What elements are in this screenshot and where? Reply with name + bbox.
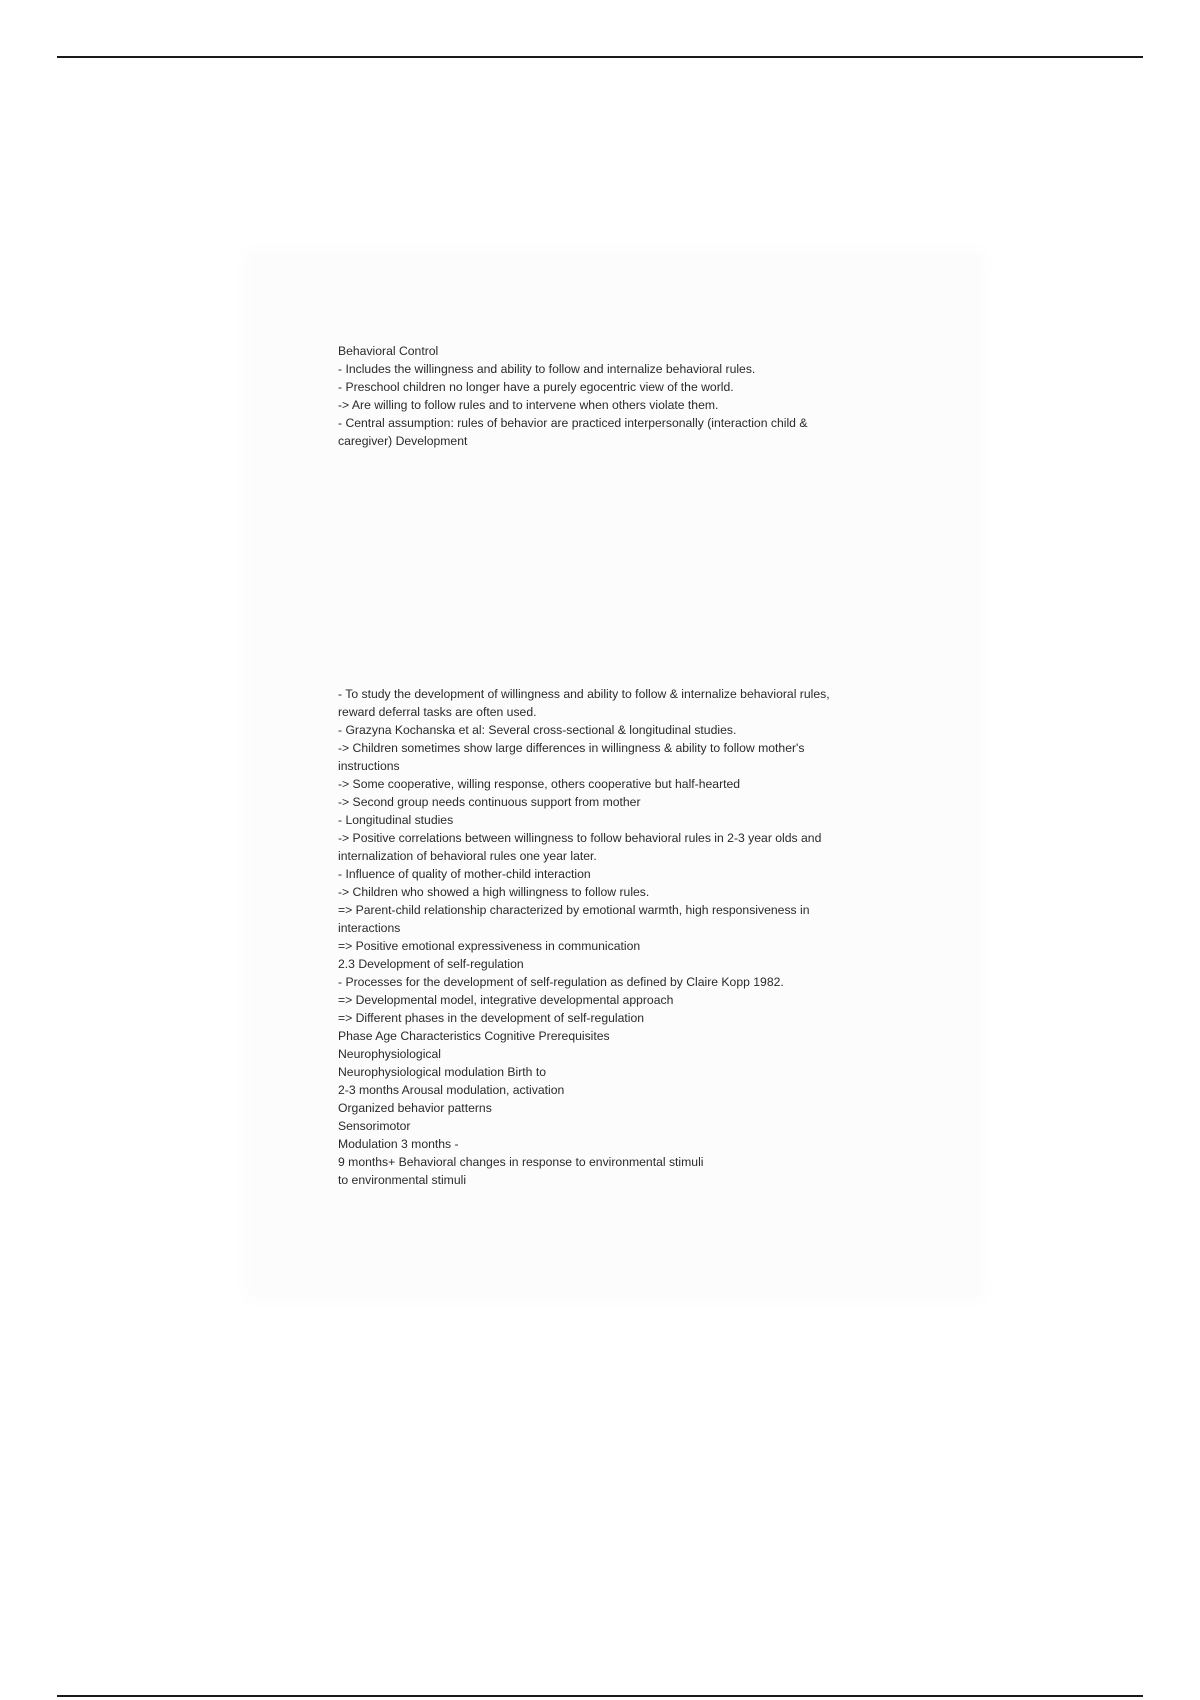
text-line: - Influence of quality of mother-child interaction — [338, 867, 591, 881]
text-line: Modulation 3 months - — [338, 1137, 459, 1151]
text-line: - Grazyna Kochanska et al: Several cross-sectional & longitudinal studies. — [338, 723, 737, 737]
text-line: -> Some cooperative, willing response, others cooperative but half-hearted — [338, 777, 741, 791]
text-block-development — [338, 685, 918, 1189]
subsection-heading: 2.3 Development of self-regulation — [338, 957, 524, 971]
text-line: internalization of behavioral rules one year later. — [338, 849, 597, 863]
text-line: => Developmental model, integrative developmental approach — [338, 993, 674, 1007]
text-line: Neurophysiological modulation Birth to — [338, 1065, 546, 1079]
text-line: 9 months+ Behavioral changes in response to environmental stimuli — [338, 1155, 704, 1169]
text-line: - Longitudinal studies — [338, 813, 454, 827]
text-line: => Different phases in the development of self-regulation — [338, 1011, 645, 1025]
text-line: -> Second group needs continuous support from mother — [338, 795, 641, 809]
footer-rule — [57, 1695, 1143, 1697]
text-block-behavioral-control — [338, 342, 918, 450]
text-line: -> Children sometimes show large differences in willingness & ability to follow mother's — [338, 741, 805, 755]
text-line: instructions — [338, 759, 400, 773]
text-line: to environmental stimuli — [338, 1173, 467, 1187]
text-line: - Includes the willingness and ability to follow and internalize behavioral rules. — [338, 362, 756, 376]
text-line: Neurophysiological — [338, 1047, 441, 1061]
text-line: - Central assumption: rules of behavior are practiced interpersonally (interaction child & — [338, 416, 808, 430]
text-line: - To study the development of willingness and ability to follow & internalize behavioral rules, — [338, 687, 830, 701]
text-line: interactions — [338, 921, 401, 935]
text-line: - Processes for the development of self-regulation as defined by Claire Kopp 1982. — [338, 975, 784, 989]
text-line: => Parent-child relationship characterized by emotional warmth, high responsiveness in — [338, 903, 810, 917]
text-line: - Preschool children no longer have a purely egocentric view of the world. — [338, 380, 734, 394]
text-line: caregiver) Development — [338, 434, 468, 448]
table-header-line: Phase Age Characteristics Cognitive Prerequisites — [338, 1029, 610, 1043]
text-line: => Positive emotional expressiveness in communication — [338, 939, 641, 953]
text-line: -> Positive correlations between willingness to follow behavioral rules in 2-3 year olds and — [338, 831, 822, 845]
text-line: reward deferral tasks are often used. — [338, 705, 537, 719]
text-line: -> Are willing to follow rules and to intervene when others violate them. — [338, 398, 719, 412]
text-line: Sensorimotor — [338, 1119, 411, 1133]
text-line: -> Children who showed a high willingness to follow rules. — [338, 885, 650, 899]
section-heading: Behavioral Control — [338, 344, 439, 358]
text-line: 2-3 months Arousal modulation, activation — [338, 1083, 565, 1097]
header-rule — [57, 56, 1143, 58]
text-line: Organized behavior patterns — [338, 1101, 492, 1115]
